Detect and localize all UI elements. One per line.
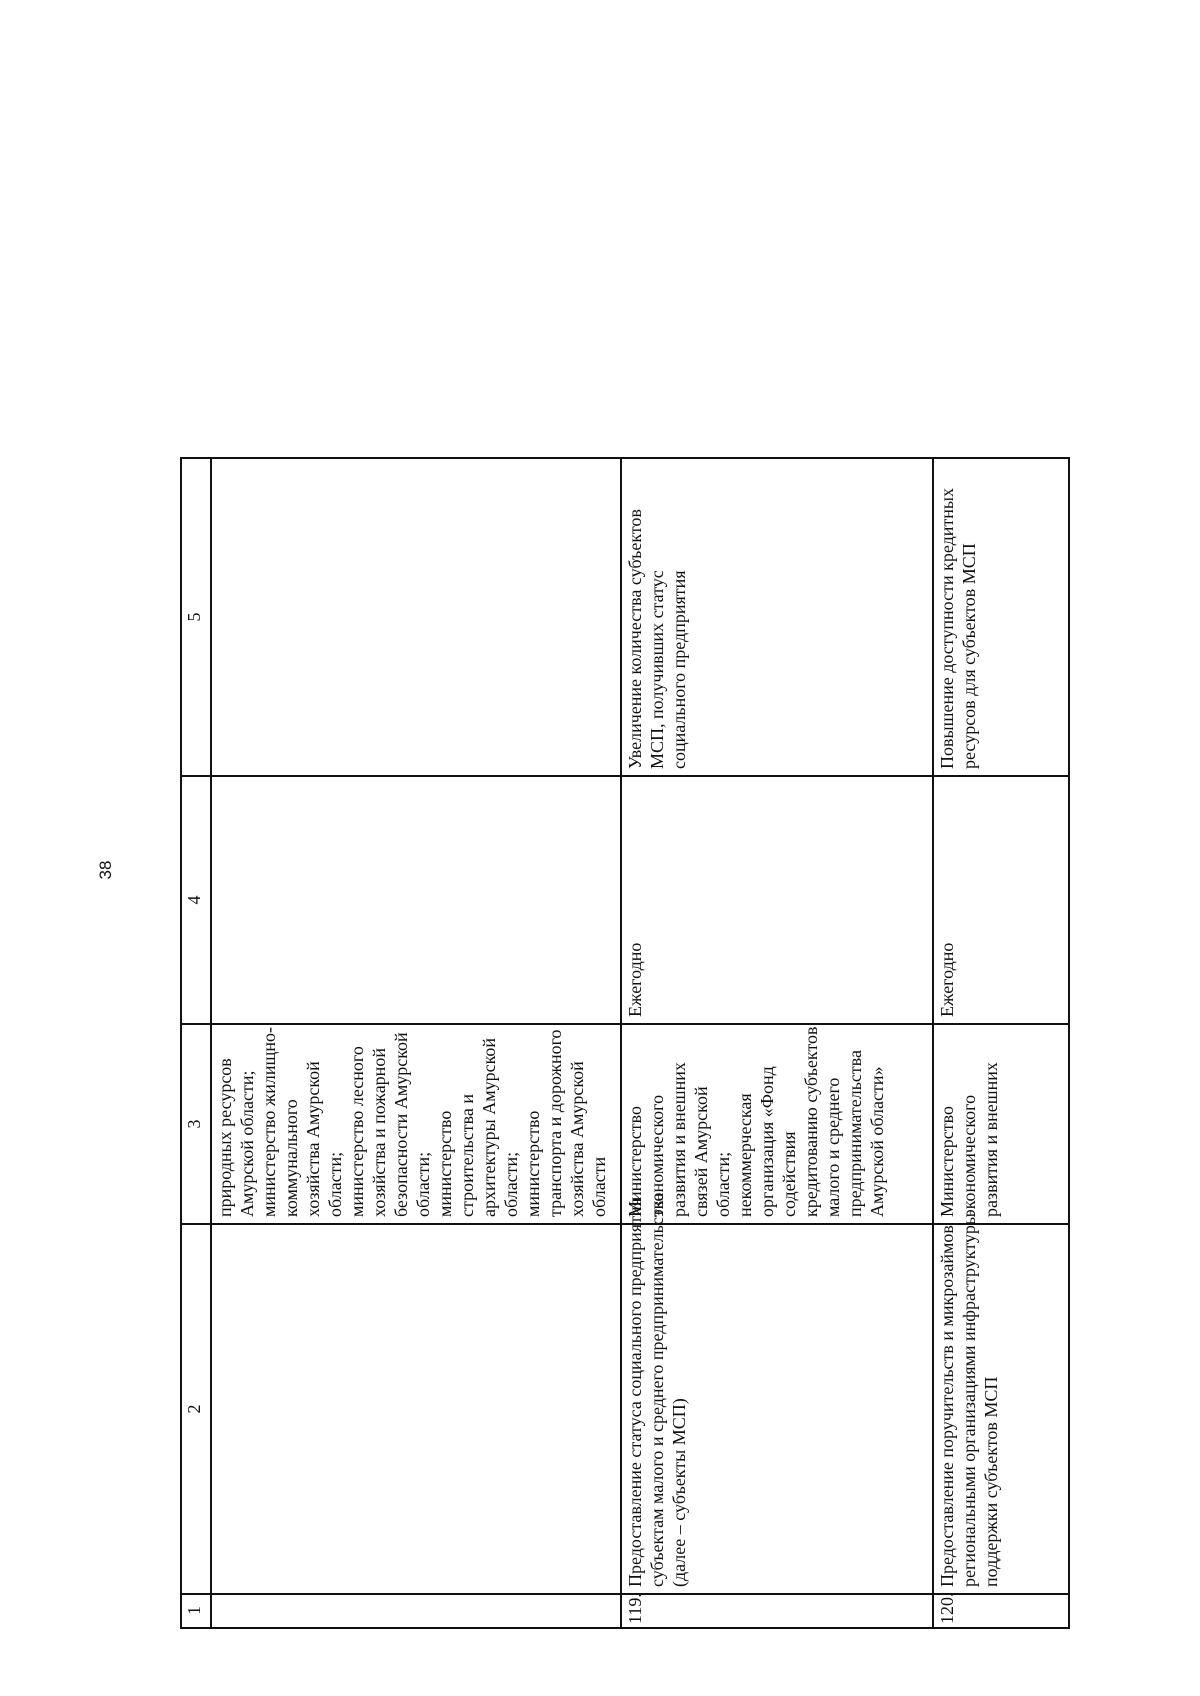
event-cell — [211, 1224, 621, 1594]
event-line: (далее – субъекты МСП) — [669, 1398, 689, 1587]
result-cell — [211, 458, 621, 776]
table-row — [933, 458, 1069, 1628]
executor-line: некоммерческая — [735, 1093, 755, 1217]
row-number: 119. — [621, 1594, 933, 1628]
event-line: субъектам малого и среднего предпринимательства — [647, 1193, 667, 1587]
executor-line: экономического — [647, 1094, 667, 1217]
measures-table — [180, 457, 1070, 1629]
executor-line: развития и внешних — [981, 1062, 1001, 1217]
deadline-cell: Ежегодно — [933, 776, 1069, 1024]
executor-line: коммунального — [281, 1099, 301, 1217]
table-row — [211, 458, 621, 1628]
header-col-1: 1 — [181, 1594, 211, 1628]
executor-cell — [211, 1024, 621, 1224]
executor-line: министерство — [435, 1110, 455, 1217]
executor-line: Министерство — [937, 1106, 957, 1217]
event-line: региональными организациями инфраструктуры — [959, 1212, 979, 1587]
deadline-cell: Ежегодно — [621, 776, 933, 1024]
executor-line: Амурской области» — [867, 1066, 887, 1217]
result-line: социального предприятия — [669, 570, 689, 769]
executor-line: области — [589, 1156, 609, 1217]
executor-line: малого и среднего — [823, 1077, 843, 1217]
executor-line: экономического — [959, 1094, 979, 1217]
header-col-4: 4 — [181, 776, 211, 1024]
executor-line: связей Амурской — [691, 1086, 711, 1217]
executor-line: кредитованию субъектов — [801, 1026, 821, 1217]
executor-line: Министерство — [625, 1106, 645, 1217]
result-cell — [621, 458, 933, 776]
event-cell — [621, 1193, 933, 1594]
executor-line: Амурской области; — [237, 1070, 257, 1217]
executor-line: организация «Фонд — [757, 1066, 777, 1217]
event-cell — [933, 1212, 1069, 1594]
header-col-5: 5 — [181, 458, 211, 776]
executor-line: области; — [413, 1151, 433, 1217]
executor-line: архитектуры Амурской — [479, 1037, 499, 1217]
executor-line: безопасности Амурской — [391, 1032, 411, 1217]
header-row — [181, 458, 211, 1628]
executor-line: министерство — [523, 1110, 543, 1217]
result-line: МСП, получивших статус — [647, 570, 667, 769]
result-line: Повышение доступности кредитных — [937, 487, 957, 769]
executor-line: области; — [325, 1151, 345, 1217]
executor-line: транспорта и дорожного — [545, 1029, 565, 1217]
executor-line: развития и внешних — [669, 1062, 689, 1217]
header-col-2: 2 — [181, 1224, 211, 1594]
event-line: поддержки субъектов МСП — [981, 1376, 1001, 1587]
table-row — [621, 458, 933, 1628]
executor-line: строительства и — [457, 1094, 477, 1217]
event-line: Предоставление поручительств и микрозаймов — [937, 1225, 957, 1587]
executor-line: хозяйства и пожарной — [369, 1048, 389, 1217]
rotated-table-wrapper — [180, 459, 1070, 1629]
executor-line: министерство жилищно- — [259, 1026, 279, 1217]
header-col-3: 3 — [181, 1024, 211, 1224]
row-number — [211, 1594, 621, 1628]
executor-cell — [621, 1024, 933, 1224]
executor-line: содействия — [779, 1131, 799, 1217]
result-line: ресурсов для субъектов МСП — [959, 543, 979, 769]
page-number: 38 — [96, 860, 115, 880]
deadline-cell — [211, 776, 621, 1024]
executor-line: министерство лесного — [347, 1046, 367, 1217]
executor-cell — [933, 1024, 1069, 1224]
result-line: Увеличение количества субъектов — [625, 509, 645, 769]
executor-line: хозяйства Амурской — [567, 1061, 587, 1217]
executor-line: хозяйства Амурской — [303, 1061, 323, 1217]
executor-line: природных ресурсов — [215, 1058, 235, 1217]
event-line: Предоставление статуса социального предприятия — [625, 1198, 645, 1587]
row-number: 120. — [933, 1594, 1069, 1628]
result-cell — [933, 458, 1069, 776]
executor-line: области; — [713, 1151, 733, 1217]
executor-line: предпринимательства — [845, 1049, 865, 1217]
executor-line: области; — [501, 1151, 521, 1217]
